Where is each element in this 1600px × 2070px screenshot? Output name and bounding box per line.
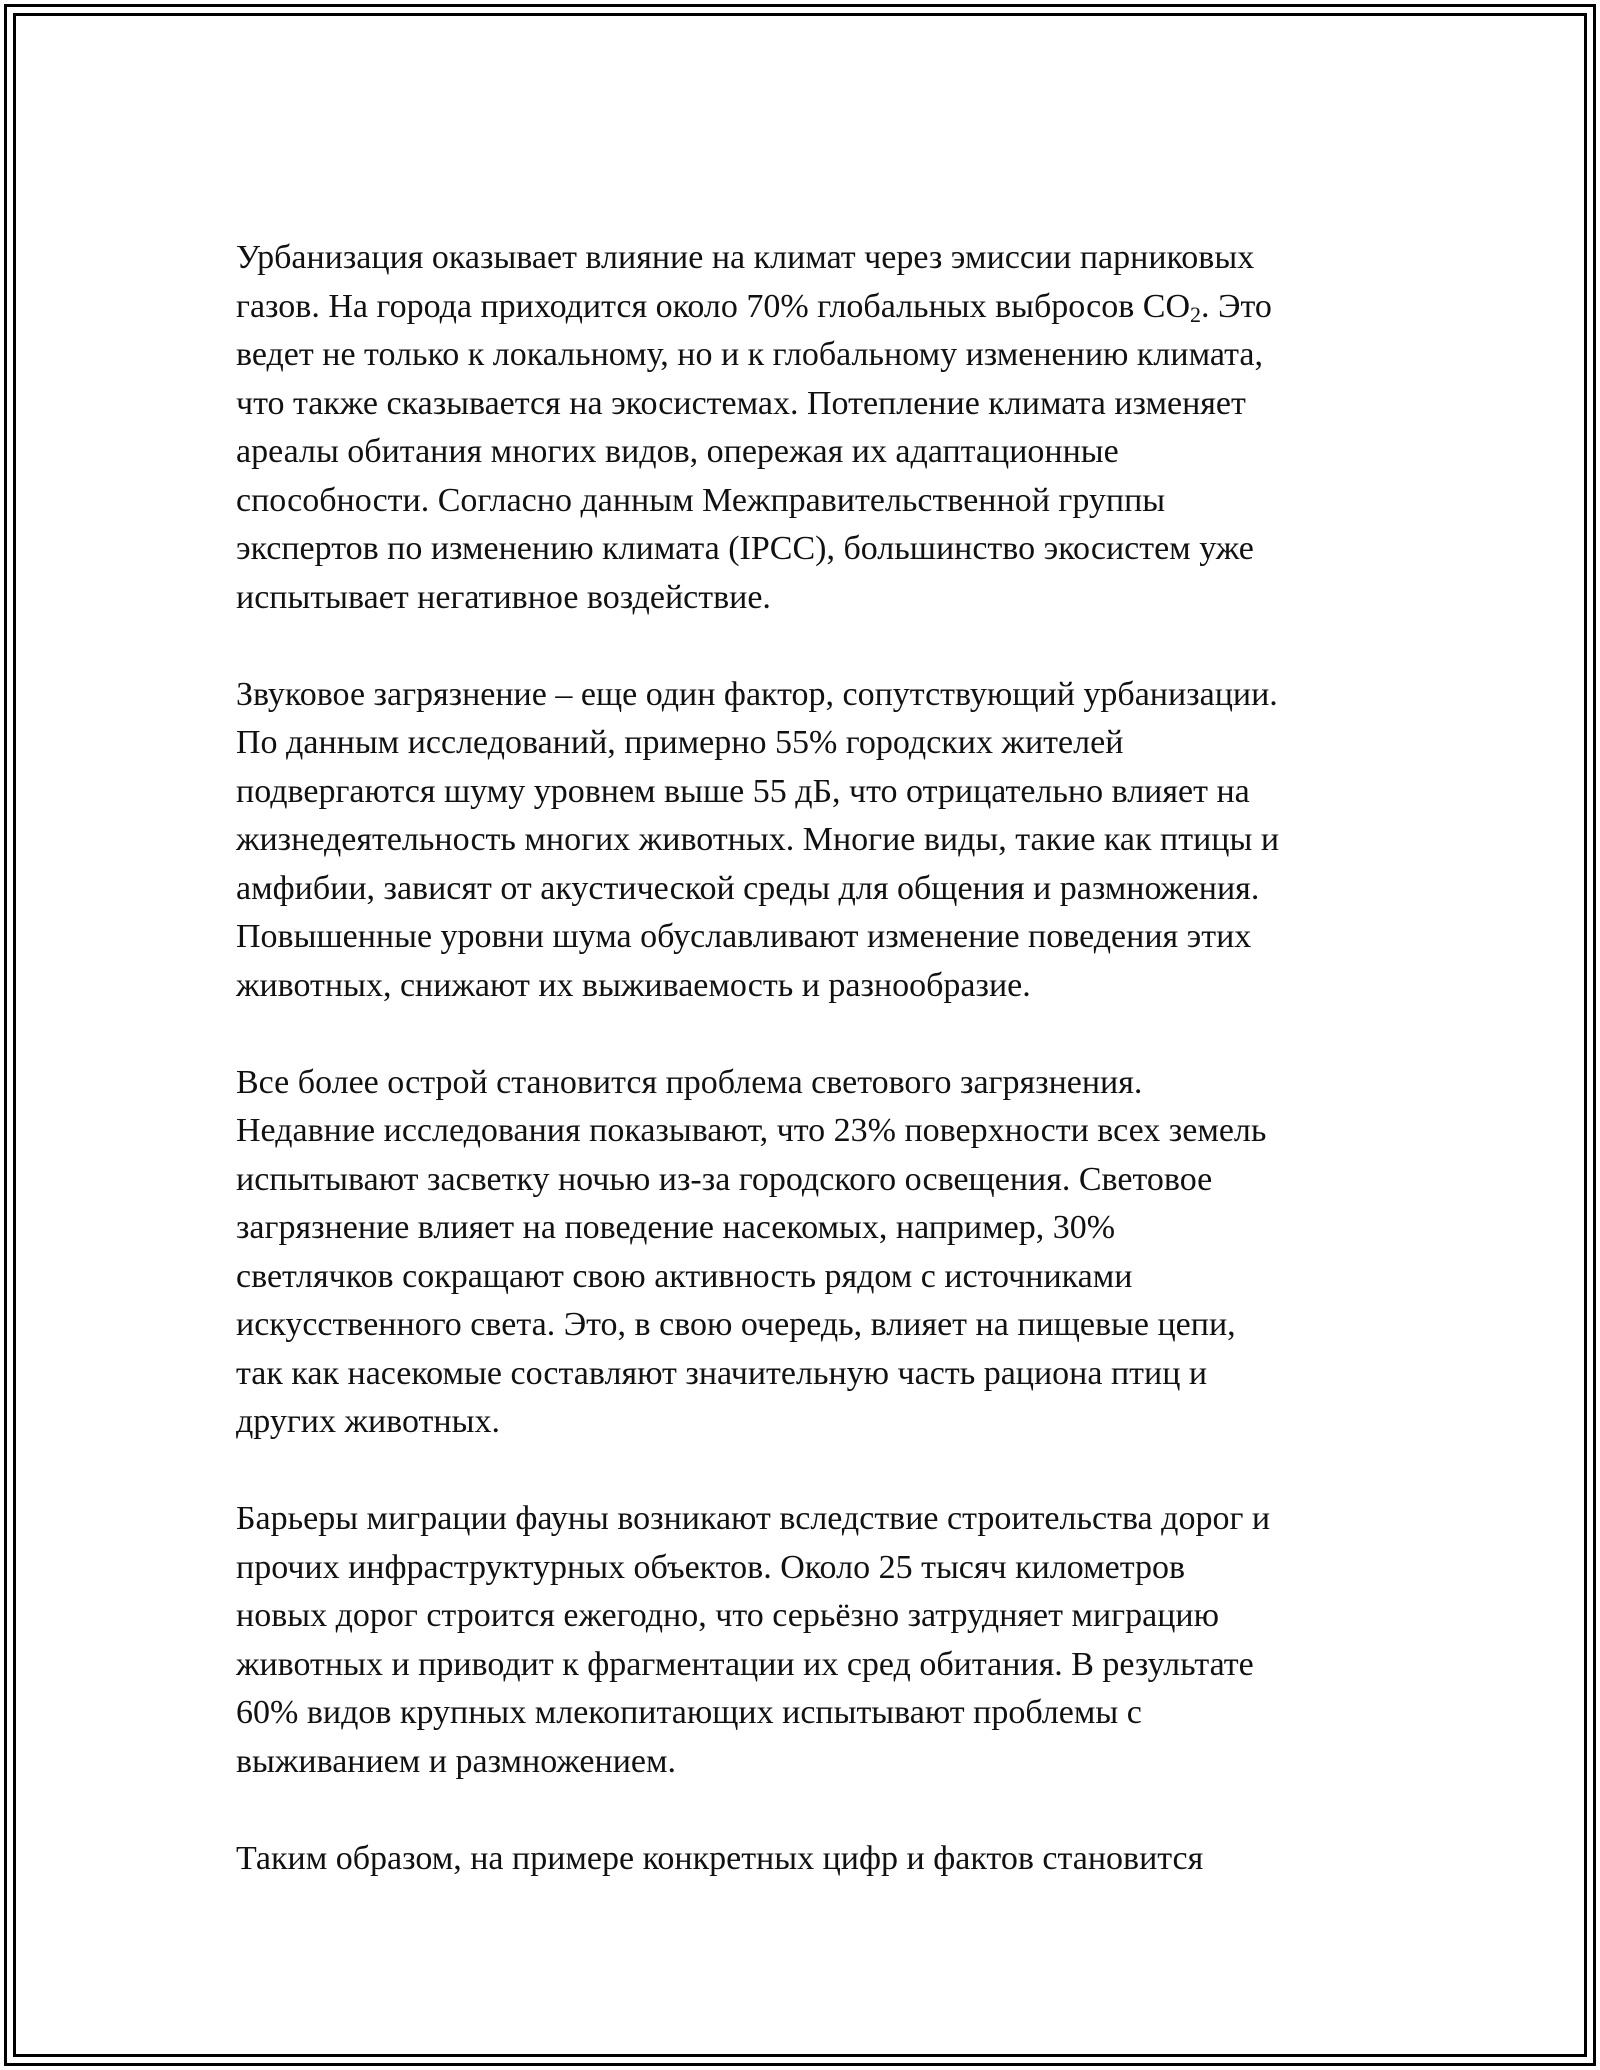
- text-line: испытывает негативное воздействие.: [236, 578, 771, 616]
- text-line: Повышенные уровни шума обуславливают изменение поведения этих: [236, 918, 1252, 955]
- text-line: Все более острой становится проблема светового загрязнения.: [236, 1063, 1143, 1101]
- text-line: ведет не только к локальному, но и к глобальному изменению климата,: [236, 336, 1263, 373]
- document-body: [236, 234, 1366, 1883]
- text-line: ареалы обитания многих видов, опережая их адаптационные: [236, 433, 1119, 470]
- text-line: прочих инфраструктурных объектов. Около 25 тысяч километров: [236, 1548, 1186, 1586]
- text-line: жизнедеятельность многих животных. Многие виды, такие как птицы и: [236, 821, 1280, 858]
- text-line: Таким образом, на примере конкретных цифр и фактов становится: [236, 1839, 1204, 1877]
- paragraph-1: [236, 234, 1366, 622]
- paragraph-spacer: [236, 1010, 1366, 1059]
- text-line: выживанием и размножением.: [236, 1742, 677, 1780]
- text-line: так как насекомые составляют значительную часть рациона птиц и: [236, 1354, 1208, 1392]
- text-line: испытывают засветку ночью из-за городского освещения. Световое: [236, 1160, 1213, 1198]
- text-line: По данным исследований, примерно 55% городских жителей: [236, 724, 1124, 761]
- subscript-digit: 2: [1190, 301, 1202, 327]
- text-line: экспертов по изменению климата (IPCC), большинство экосистем уже: [236, 530, 1254, 567]
- text-segment: . Это: [1201, 287, 1272, 325]
- text-line: что также сказывается на экосистемах. Потепление климата изменяет: [236, 384, 1246, 422]
- text-line: светлячков сокращают свою активность рядом с источниками: [236, 1257, 1133, 1295]
- text-line: Звуковое загрязнение – еще один фактор, сопутствующий урбанизации.: [236, 675, 1278, 713]
- text-line: Недавние исследования показывают, что 23% поверхности всех земель: [236, 1112, 1267, 1149]
- text-line: способности. Согласно данным Межправительственной группы: [236, 481, 1166, 519]
- paragraph-5: [236, 1835, 1366, 1884]
- paragraph-spacer: [236, 622, 1366, 671]
- text-line: 60% видов крупных млекопитающих испытывают проблемы с: [236, 1694, 1142, 1731]
- paragraph-2: [236, 671, 1366, 1011]
- paragraph-4: [236, 1495, 1366, 1786]
- text-line: [236, 283, 1366, 332]
- text-line: новых дорог строится ежегодно, что серьёзно затрудняет миграцию: [236, 1597, 1220, 1634]
- text-line: животных, снижают их выживаемость и разнообразие.: [236, 966, 1031, 1004]
- text-line: Барьеры миграции фауны возникают вследствие строительства дорог и: [236, 1500, 1271, 1537]
- text-line: искусственного света. Это, в свою очередь, влияет на пищевые цепи,: [236, 1306, 1236, 1343]
- text-line: амфибии, зависят от акустической среды для общения и размножения.: [236, 869, 1260, 907]
- paragraph-3: [236, 1059, 1366, 1447]
- text-line: подвергаются шуму уровнем выше 55 дБ, что отрицательно влияет на: [236, 772, 1250, 810]
- text-line: других животных.: [236, 1403, 500, 1440]
- text-segment: газов. На города приходится около 70% глобальных выбросов CO: [236, 287, 1191, 325]
- paragraph-spacer: [236, 1447, 1366, 1496]
- text-line: Урбанизация оказывает влияние на климат через эмиссии парниковых: [236, 239, 1255, 276]
- paragraph-spacer: [236, 1786, 1366, 1835]
- text-line: животных и приводит к фрагментации их сред обитания. В результате: [236, 1645, 1254, 1683]
- text-line: загрязнение влияет на поведение насекомых, например, 30%: [236, 1209, 1116, 1246]
